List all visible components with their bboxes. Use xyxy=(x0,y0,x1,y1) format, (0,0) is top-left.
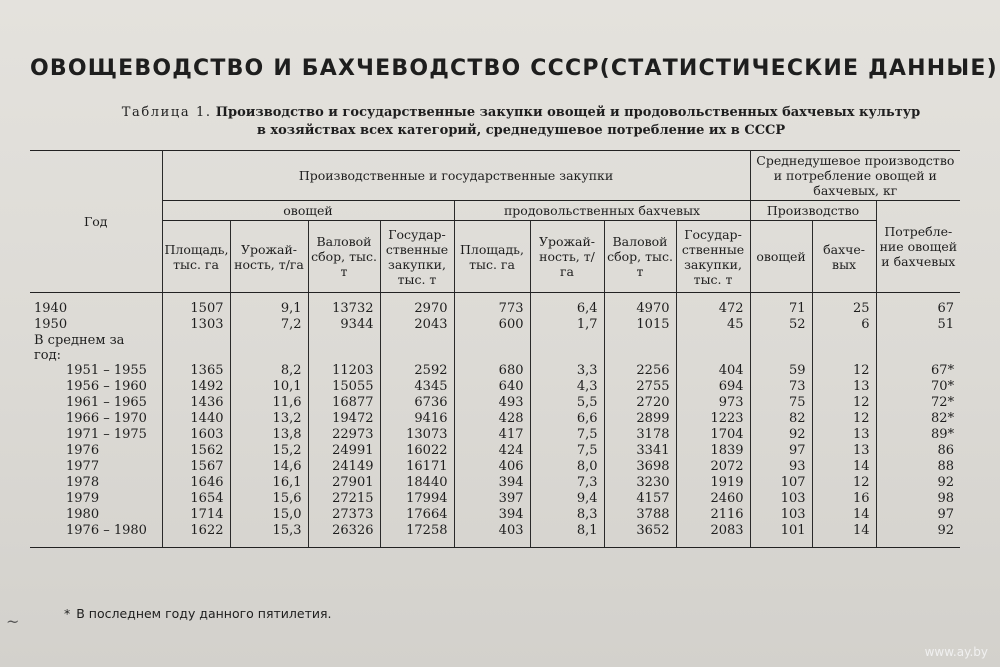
value-cell: 1919 xyxy=(676,475,750,491)
value-cell: 13,2 xyxy=(230,411,308,427)
value-cell: 70* xyxy=(876,379,960,395)
value-cell: 2720 xyxy=(604,395,676,411)
year-cell: 1979 xyxy=(30,491,162,507)
empty-cell xyxy=(876,333,960,363)
page-title: ОВОЩЕВОДСТВО И БАХЧЕВОДСТВО СССР(СТАТИСТИЧЕСКИЕ ДАННЫЕ) xyxy=(30,56,998,81)
table-row xyxy=(30,523,960,548)
value-cell: 2256 xyxy=(604,363,676,379)
value-cell: 2755 xyxy=(604,379,676,395)
value-cell: 13 xyxy=(812,379,876,395)
value-cell: 25 xyxy=(812,301,876,317)
empty-cell xyxy=(750,333,812,363)
value-cell: 8,0 xyxy=(530,459,604,475)
value-cell: 13,8 xyxy=(230,427,308,443)
value-cell: 3178 xyxy=(604,427,676,443)
value-cell: 67 xyxy=(876,301,960,317)
value-cell: 82* xyxy=(876,411,960,427)
table-row xyxy=(30,379,960,395)
value-cell: 424 xyxy=(454,443,530,459)
value-cell: 394 xyxy=(454,475,530,491)
table-row xyxy=(30,301,960,317)
value-cell: 4157 xyxy=(604,491,676,507)
value-cell: 600 xyxy=(454,317,530,333)
value-cell: 52 xyxy=(750,317,812,333)
value-cell: 1654 xyxy=(162,491,230,507)
value-cell: 15,3 xyxy=(230,523,308,548)
header-production: Производство xyxy=(750,201,876,221)
year-cell: 1950 xyxy=(30,317,162,333)
value-cell: 107 xyxy=(750,475,812,491)
value-cell: 103 xyxy=(750,491,812,507)
value-cell: 2899 xyxy=(604,411,676,427)
value-cell: 51 xyxy=(876,317,960,333)
value-cell: 1015 xyxy=(604,317,676,333)
value-cell: 406 xyxy=(454,459,530,475)
value-cell: 14,6 xyxy=(230,459,308,475)
value-cell: 694 xyxy=(676,379,750,395)
year-cell: 1976 – 1980 xyxy=(30,523,162,548)
table-body xyxy=(30,293,960,548)
value-cell: 7,5 xyxy=(530,443,604,459)
value-cell: 680 xyxy=(454,363,530,379)
table-row xyxy=(30,459,960,475)
value-cell: 1436 xyxy=(162,395,230,411)
value-cell: 10,1 xyxy=(230,379,308,395)
value-cell: 92 xyxy=(876,523,960,548)
year-cell: 1966 – 1970 xyxy=(30,411,162,427)
value-cell: 1223 xyxy=(676,411,750,427)
value-cell: 2592 xyxy=(380,363,454,379)
header-production-melons: бахчевых xyxy=(812,221,876,293)
value-cell: 6 xyxy=(812,317,876,333)
value-cell: 19472 xyxy=(308,411,380,427)
table-row xyxy=(30,491,960,507)
value-cell: 1704 xyxy=(676,427,750,443)
value-cell: 15,6 xyxy=(230,491,308,507)
value-cell: 97 xyxy=(876,507,960,523)
value-cell: 17994 xyxy=(380,491,454,507)
value-cell: 26326 xyxy=(308,523,380,548)
header-consumption: Потребление овощей и бахчевых xyxy=(876,201,960,293)
value-cell: 3341 xyxy=(604,443,676,459)
value-cell: 22973 xyxy=(308,427,380,443)
table-row xyxy=(30,395,960,411)
table-row xyxy=(30,427,960,443)
group-label-row xyxy=(30,333,960,363)
value-cell: 428 xyxy=(454,411,530,427)
value-cell: 17258 xyxy=(380,523,454,548)
value-cell: 12 xyxy=(812,395,876,411)
table-number: Таблица 1. xyxy=(121,105,212,120)
value-cell: 45 xyxy=(676,317,750,333)
value-cell: 8,1 xyxy=(530,523,604,548)
year-cell: 1971 – 1975 xyxy=(30,427,162,443)
value-cell: 71 xyxy=(750,301,812,317)
value-cell: 97 xyxy=(750,443,812,459)
empty-cell xyxy=(308,333,380,363)
value-cell: 404 xyxy=(676,363,750,379)
table-row xyxy=(30,317,960,333)
value-cell: 3230 xyxy=(604,475,676,491)
value-cell: 16,1 xyxy=(230,475,308,491)
value-cell: 1507 xyxy=(162,301,230,317)
year-cell: 1978 xyxy=(30,475,162,491)
table-row xyxy=(30,411,960,427)
value-cell: 9416 xyxy=(380,411,454,427)
value-cell: 1562 xyxy=(162,443,230,459)
value-cell: 397 xyxy=(454,491,530,507)
value-cell: 12 xyxy=(812,363,876,379)
year-cell: 1977 xyxy=(30,459,162,475)
value-cell: 92 xyxy=(876,475,960,491)
value-cell: 15,0 xyxy=(230,507,308,523)
value-cell: 103 xyxy=(750,507,812,523)
value-cell: 27373 xyxy=(308,507,380,523)
value-cell: 973 xyxy=(676,395,750,411)
header-melon-area: Площадь, тыс. га xyxy=(454,221,530,293)
value-cell: 18440 xyxy=(380,475,454,491)
value-cell: 13073 xyxy=(380,427,454,443)
value-cell: 24991 xyxy=(308,443,380,459)
value-cell: 3788 xyxy=(604,507,676,523)
value-cell: 4,3 xyxy=(530,379,604,395)
value-cell: 27901 xyxy=(308,475,380,491)
header-vegetables: овощей xyxy=(162,201,454,221)
value-cell: 1622 xyxy=(162,523,230,548)
value-cell: 2043 xyxy=(380,317,454,333)
footnote-mark: * xyxy=(64,606,71,621)
value-cell: 16877 xyxy=(308,395,380,411)
value-cell: 27215 xyxy=(308,491,380,507)
year-cell: 1956 – 1960 xyxy=(30,379,162,395)
empty-cell xyxy=(454,333,530,363)
header-per-capita-group: Среднедушевое производство и потребление овощей и бахчевых, кг xyxy=(750,151,960,201)
header-melon-yield: Урожайность, т/га xyxy=(530,221,604,293)
header-main-group: Производственные и государственные закупки xyxy=(162,151,750,201)
value-cell: 14 xyxy=(812,459,876,475)
average-label: В среднем за год: xyxy=(30,333,162,363)
value-cell: 101 xyxy=(750,523,812,548)
value-cell: 16171 xyxy=(380,459,454,475)
value-cell: 14 xyxy=(812,523,876,548)
header-melon-procurement: Государственные закупки, тыс. т xyxy=(676,221,750,293)
value-cell: 7,5 xyxy=(530,427,604,443)
value-cell: 493 xyxy=(454,395,530,411)
header-melons: продовольственных бахчевых xyxy=(454,201,750,221)
value-cell: 82 xyxy=(750,411,812,427)
value-cell: 7,2 xyxy=(230,317,308,333)
value-cell: 9,1 xyxy=(230,301,308,317)
table-row xyxy=(30,363,960,379)
value-cell: 92 xyxy=(750,427,812,443)
value-cell: 1365 xyxy=(162,363,230,379)
value-cell: 88 xyxy=(876,459,960,475)
value-cell: 12 xyxy=(812,475,876,491)
value-cell: 89* xyxy=(876,427,960,443)
value-cell: 1440 xyxy=(162,411,230,427)
value-cell: 2083 xyxy=(676,523,750,548)
year-cell: 1980 xyxy=(30,507,162,523)
value-cell: 2072 xyxy=(676,459,750,475)
value-cell: 6736 xyxy=(380,395,454,411)
value-cell: 14 xyxy=(812,507,876,523)
table-caption xyxy=(86,104,956,140)
value-cell: 1492 xyxy=(162,379,230,395)
value-cell: 13 xyxy=(812,427,876,443)
empty-cell xyxy=(230,333,308,363)
value-cell: 16022 xyxy=(380,443,454,459)
header-production-vegetables: овощей xyxy=(750,221,812,293)
value-cell: 403 xyxy=(454,523,530,548)
value-cell: 773 xyxy=(454,301,530,317)
statistics-table xyxy=(30,150,960,548)
empty-cell xyxy=(162,333,230,363)
value-cell: 394 xyxy=(454,507,530,523)
value-cell: 9344 xyxy=(308,317,380,333)
table-row xyxy=(30,507,960,523)
value-cell: 417 xyxy=(454,427,530,443)
year-cell: 1951 – 1955 xyxy=(30,363,162,379)
empty-cell xyxy=(604,333,676,363)
value-cell: 2116 xyxy=(676,507,750,523)
header-year: Год xyxy=(30,151,162,293)
value-cell: 17664 xyxy=(380,507,454,523)
footnote-text: В последнем году данного пятилетия. xyxy=(76,606,332,621)
value-cell: 11203 xyxy=(308,363,380,379)
value-cell: 24149 xyxy=(308,459,380,475)
header-gross: Валовой сбор, тыс. т xyxy=(308,221,380,293)
empty-cell xyxy=(676,333,750,363)
value-cell: 15,2 xyxy=(230,443,308,459)
value-cell: 75 xyxy=(750,395,812,411)
empty-cell xyxy=(530,333,604,363)
value-cell: 3,3 xyxy=(530,363,604,379)
value-cell: 93 xyxy=(750,459,812,475)
year-cell: 1976 xyxy=(30,443,162,459)
value-cell: 59 xyxy=(750,363,812,379)
value-cell: 8,3 xyxy=(530,507,604,523)
value-cell: 1,7 xyxy=(530,317,604,333)
value-cell: 13 xyxy=(812,443,876,459)
year-cell: 1940 xyxy=(30,301,162,317)
value-cell: 1303 xyxy=(162,317,230,333)
page-edge-mark: ~ xyxy=(6,612,20,631)
empty-cell xyxy=(812,333,876,363)
value-cell: 1839 xyxy=(676,443,750,459)
value-cell: 72* xyxy=(876,395,960,411)
header-area: Площадь, тыс. га xyxy=(162,221,230,293)
header-procurement: Государственные закупки, тыс. т xyxy=(380,221,454,293)
table-row xyxy=(30,443,960,459)
value-cell: 16 xyxy=(812,491,876,507)
value-cell: 15055 xyxy=(308,379,380,395)
header-yield: Урожайность, т/га xyxy=(230,221,308,293)
value-cell: 4970 xyxy=(604,301,676,317)
value-cell: 73 xyxy=(750,379,812,395)
value-cell: 6,4 xyxy=(530,301,604,317)
footnote xyxy=(64,606,331,621)
value-cell: 5,5 xyxy=(530,395,604,411)
value-cell: 67* xyxy=(876,363,960,379)
caption-line-1: Производство и государственные закупки овощей и продовольственных бахчевых культур xyxy=(215,105,921,120)
value-cell: 3652 xyxy=(604,523,676,548)
table-row xyxy=(30,475,960,491)
value-cell: 13732 xyxy=(308,301,380,317)
value-cell: 12 xyxy=(812,411,876,427)
value-cell: 1603 xyxy=(162,427,230,443)
value-cell: 3698 xyxy=(604,459,676,475)
value-cell: 472 xyxy=(676,301,750,317)
year-cell: 1961 – 1965 xyxy=(30,395,162,411)
value-cell: 640 xyxy=(454,379,530,395)
value-cell: 9,4 xyxy=(530,491,604,507)
value-cell: 1646 xyxy=(162,475,230,491)
empty-cell xyxy=(380,333,454,363)
value-cell: 98 xyxy=(876,491,960,507)
watermark: www.ay.by xyxy=(924,645,988,659)
value-cell: 1714 xyxy=(162,507,230,523)
value-cell: 4345 xyxy=(380,379,454,395)
value-cell: 7,3 xyxy=(530,475,604,491)
value-cell: 86 xyxy=(876,443,960,459)
caption-line-2: в хозяйствах всех категорий, среднедушевое потребление их в СССР xyxy=(256,123,786,138)
value-cell: 1567 xyxy=(162,459,230,475)
value-cell: 8,2 xyxy=(230,363,308,379)
value-cell: 2970 xyxy=(380,301,454,317)
value-cell: 2460 xyxy=(676,491,750,507)
value-cell: 11,6 xyxy=(230,395,308,411)
header-melon-gross: Валовой сбор, тыс. т xyxy=(604,221,676,293)
value-cell: 6,6 xyxy=(530,411,604,427)
